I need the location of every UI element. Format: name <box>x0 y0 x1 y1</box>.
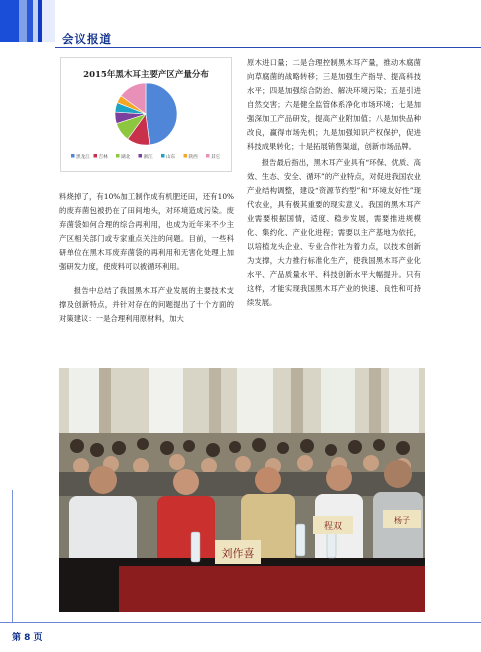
chart-title: 2015年黑木耳主要产区产量分布 <box>83 70 209 80</box>
pie-chart <box>60 57 232 172</box>
section-title: 会议报道 <box>62 32 112 46</box>
legend-swatch-其它 <box>206 154 210 158</box>
right-paragraph-2: 报告最后指出，黑木耳产业具有“环保、优质、高效、生态、安全、循环”的产业特点，对促进我国农业产业结构调整，建设“资源节约型”和“环境友好性”现代农业，具有极其重要的现实意义。我国的黑木耳产业需要根据国情，适度、稳步发展，需要推进规模化、集约化、产业化进程；需要以主产基地为依托，以培植龙头企业、专业合作社为着力点，以技术创新为支撑，大力推行标准化生产，使我国黑木耳产业化水平、产品质量水平、科技创新水平大幅提升。只有这样，才能实现我国黑木耳产业的快速、良性和可持续发展。 <box>247 158 421 307</box>
pie-slice-黑龙江 <box>146 83 177 145</box>
header-divider <box>55 47 481 48</box>
conference-photo <box>59 368 425 612</box>
pie-chart-svg <box>61 58 231 171</box>
conference-photo-illustration <box>59 368 425 612</box>
left-margin-rule <box>12 490 13 622</box>
legend-swatch-陕西 <box>184 154 188 158</box>
name-card-2: 程双 <box>323 522 343 532</box>
legend-label-吉林: 吉林 <box>98 155 108 160</box>
legend-label-其它: 其它 <box>211 155 221 160</box>
legend-label-湖北: 湖北 <box>121 155 131 160</box>
footer-divider <box>0 622 481 623</box>
legend-swatch-吉林 <box>94 154 98 158</box>
name-card-1: 刘作喜 <box>221 547 255 560</box>
legend-label-山东: 山东 <box>166 155 176 160</box>
legend-label-浙江: 浙江 <box>143 155 153 160</box>
legend-swatch-湖北 <box>116 154 120 158</box>
left-paragraph-2: 报告中总结了我国黑木耳产业发展的主要技术支撑及创新特点，并针对存在的问题提出了十个方面的对策建议：一是合理利用原材料，加大 <box>59 286 234 323</box>
legend-label-黑龙江: 黑龙江 <box>76 155 90 160</box>
right-paragraph-1: 原木进口量；二是合理控制黑木耳产量，推动木腐菌向草腐菌的战略转移；三是加强生产指导、提高科技水平；四是加强综合防治、解决环境污染；五是引进自然交害；六是健全监管体系净化市场环境；七是加强深加工产品研发，提高产业附加值；八是加快品种改良，赢得市场先机；九是加强知识产权保护，促进科技成果转化；十是拓展销售渠道，创新市场品牌。 <box>247 58 421 151</box>
legend-label-陕西: 陕西 <box>188 155 198 160</box>
right-column <box>247 56 421 310</box>
legend-swatch-浙江 <box>139 154 143 158</box>
left-paragraph-1: 料烧掉了，有10%加工制作成有机肥还田，还有10%的废弃菌包被扔在了田间地头，对环境造成污染。废弃菌袋如何合理的综合再利用，也成为近年来不少主产区相关部门或专家重点关注的问题。目前，一些科研单位在黑木耳废弃菌袋的再利用和无害化处理上加强研发力度，使废料可以被循环利用。 <box>59 192 234 271</box>
legend-swatch-山东 <box>161 154 165 158</box>
name-card-3: 杨子 <box>394 516 410 525</box>
legend-swatch-黑龙江 <box>71 154 75 158</box>
left-column <box>59 190 234 326</box>
page-number: 第 8 页 <box>12 633 43 643</box>
